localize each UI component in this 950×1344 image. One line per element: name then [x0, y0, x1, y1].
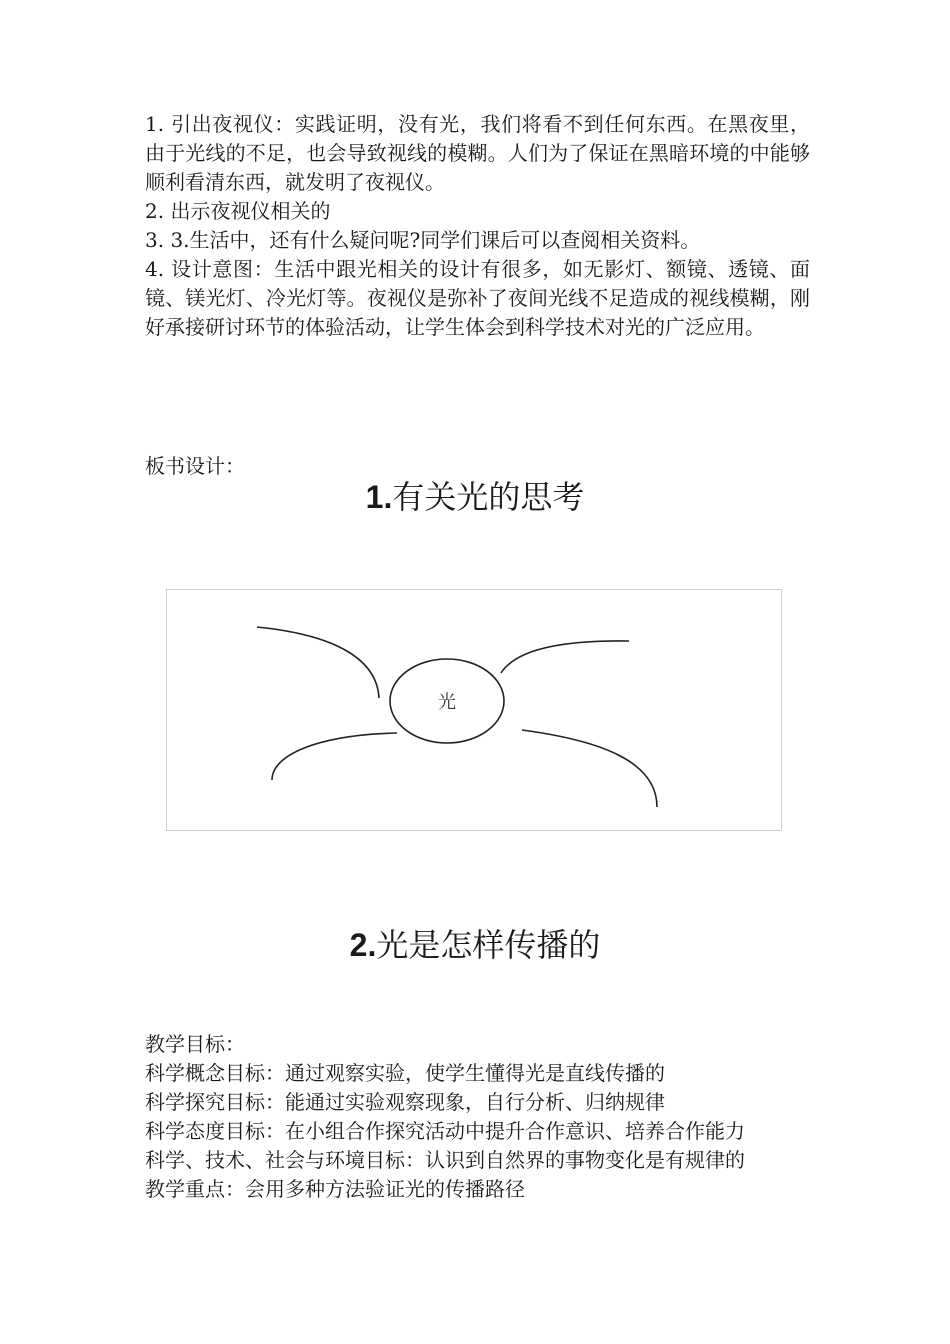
- list-item-1: 1. 引出夜视仪：实践证明，没有光，我们将看不到任何东西。在黑夜里，由于光线的不足，也会导致视线的模糊。人们为了保证在黑暗环境的中能够顺利看清东西，就发明了夜视仪。: [145, 112, 810, 194]
- goal-stse: 科学、技术、社会与环境目标：认识到自然界的事物变化是有规律的: [145, 1148, 745, 1172]
- section-heading-1: [0, 477, 950, 517]
- heading-2-number: 2.: [349, 927, 377, 963]
- teaching-goals: [145, 1030, 810, 1204]
- list-item-4: 4. 设计意图：生活中跟光相关的设计有很多，如无影灯、额镜、透镜、面镜、镁光灯、冷光灯等。夜视仪是弥补了夜间光线不足造成的视线模糊，刚好承接研讨环节的体验活动，让学生体会到科学技术对光的广泛应用。: [145, 257, 810, 339]
- center-label: 光: [438, 692, 456, 713]
- board-design-label: 板书设计：: [145, 454, 245, 478]
- heading-1-text: 有关光的思考: [392, 478, 585, 516]
- branch-lower-left: [272, 733, 397, 780]
- branch-upper-left: [257, 627, 379, 698]
- branch-lower-right: [522, 730, 657, 807]
- mind-map-drawing: [167, 590, 783, 832]
- goal-attitude: 科学态度目标：在小组合作探究活动中提升合作意识、培养合作能力: [145, 1119, 745, 1143]
- section-heading-2: [0, 925, 950, 965]
- light-mind-map-diagram: [166, 589, 782, 831]
- list-item-3: 3. 3.生活中，还有什么疑问呢?同学们课后可以查阅相关资料。: [145, 228, 701, 252]
- heading-1-number: 1.: [365, 479, 393, 515]
- branch-upper-right: [501, 641, 629, 673]
- teaching-key-point: 教学重点：会用多种方法验证光的传播路径: [145, 1177, 525, 1201]
- goal-concept: 科学概念目标：通过观察实验，使学生懂得光是直线传播的: [145, 1061, 665, 1085]
- intro-list: [145, 110, 810, 342]
- list-item-2: 2. 出示夜视仪相关的: [145, 199, 331, 223]
- heading-2-text: 光是怎样传播的: [376, 926, 601, 964]
- goal-inquiry: 科学探究目标：能通过实验观察现象，自行分析、归纳规律: [145, 1090, 665, 1114]
- goals-title: 教学目标：: [145, 1032, 245, 1056]
